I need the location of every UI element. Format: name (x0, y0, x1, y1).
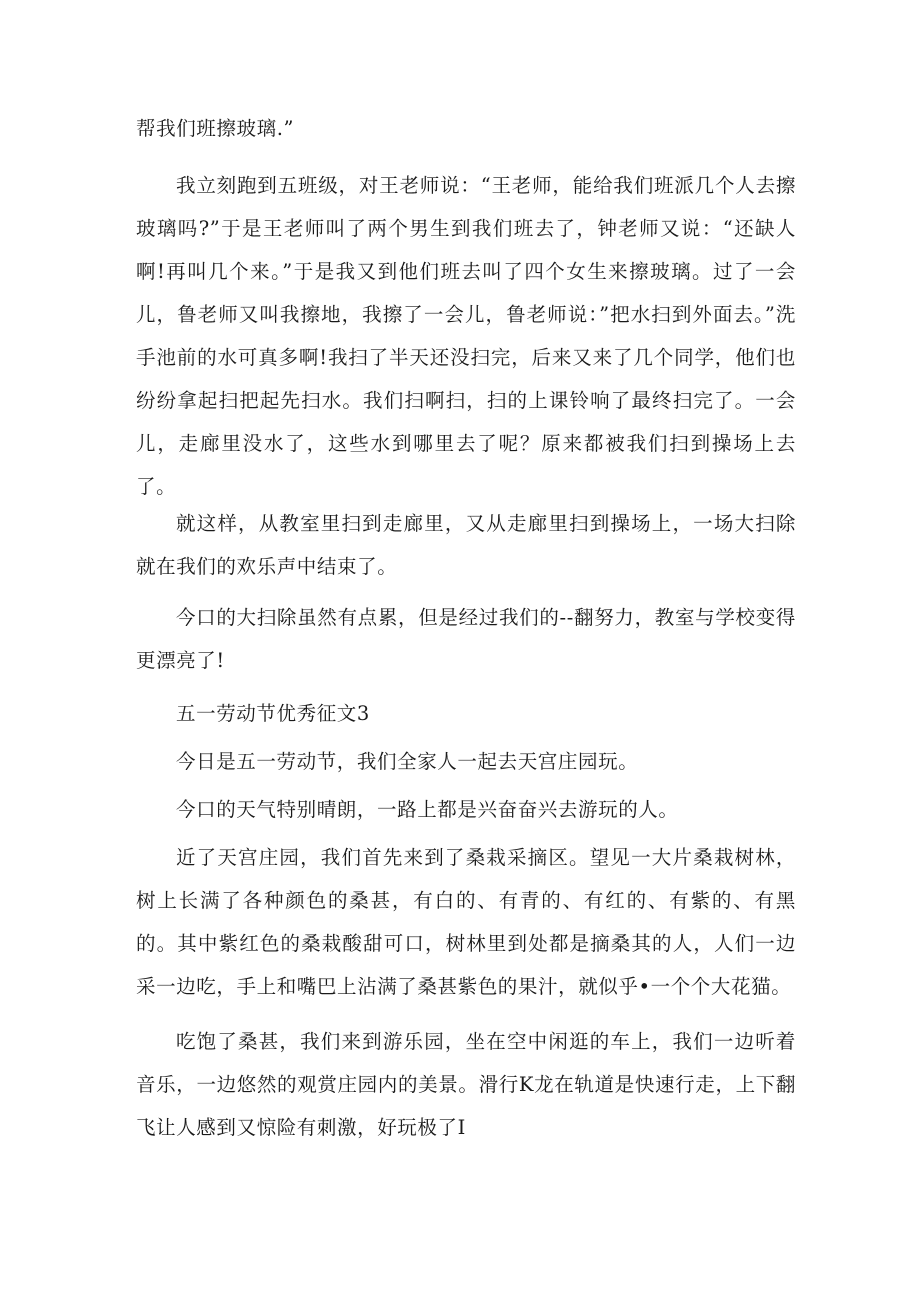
paragraph-summary: 今口的大扫除虽然有点累，但是经过我们的--翻努力，教室与学校变得更漂亮了! (136, 606, 796, 672)
paragraph-cleanup-end: 就这样，从教室里扫到走廊里，又从走廊里扫到操场上，一场大扫除就在我们的欢乐声中结束了。 (136, 512, 796, 578)
paragraph-cleaning-glass: 我立刻跑到五班级，对王老师说：“王老师，能给我们班派几个人去擦玻璃吗?”于是王老师叫了两个男生到我们班去了，钟老师又说：“还缺人啊!再叫几个来。”于是我又到他们班去叫了四个女生来擦玻璃。过了一会儿，鲁老师又叫我擦地，我擦了一会儿，鲁老师说：”把水扫到外面去。”洗手池前的水可真多啊!我扫了半天还没扫完，后来又来了几个同学，他们也纷纷拿起扫把起先扫水。我们扫啊扫，扫的上课铃响了最终扫完了。一会儿，走廊里没水了，这些水到哪里去了呢？原来都被我们扫到操场上去了。 (136, 174, 796, 498)
paragraph-mulberry: 近了天宫庄园，我们首先来到了桑栽采摘区。望见一大片桑栽树林，树上长满了各种颜色的桑甚，有白的、有青的、有红的、有紫的、有黑的。其中紫红色的桑栽酸甜可口，树林里到处都是摘桑其的人，人们一边采一边吃，手上和嘴巴上沾满了桑甚紫色的果汁，就似乎•一个个大花猫。 (136, 846, 796, 998)
essay-heading: 五一劳动节优秀征文3 (176, 702, 370, 725)
paragraph-amusement-park: 吃饱了桑甚，我们来到游乐园，坐在空中闲逛的车上，我们一边听着音乐，一边悠然的观赏庄园内的美景。滑行K龙在轨道是快速行走，上下翻飞让人感到又惊险有刺激，好玩极了I (136, 1030, 796, 1139)
paragraph-weather: 今口的天气特别晴朗，一路上都是兴奋奋兴去游玩的人。 (176, 798, 679, 821)
paragraph-continuation: 帮我们班擦玻璃.” (136, 117, 295, 140)
paragraph-labor-day: 今日是五一劳动节，我们全家人一起去天宫庄园玩。 (176, 750, 639, 773)
